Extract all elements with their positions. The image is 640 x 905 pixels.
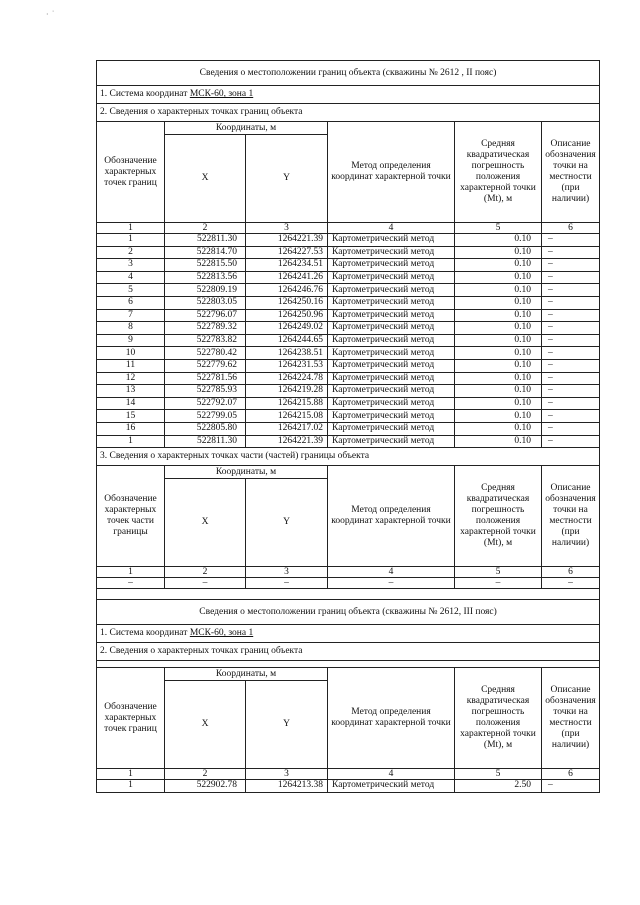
table-row [97,422,600,435]
table-row [97,410,600,423]
error-cell: 0.10 [455,422,542,435]
point-number-cell: 1 [97,435,165,448]
error-cell: 0.10 [455,435,542,448]
description-cell: – [542,780,600,793]
method-cell: Картометрический метод [328,309,455,322]
col-number: 6 [542,223,600,234]
col-number: 6 [542,567,600,578]
point-number-cell: 4 [97,271,165,284]
point-number-cell: 12 [97,372,165,385]
point-number-cell: 7 [97,309,165,322]
description-cell: – [542,259,600,272]
parts-header-y: Y [246,479,328,567]
parts-empty-cell: – [542,578,600,589]
point-number-cell: 15 [97,410,165,423]
col-number: 5 [455,223,542,234]
section2-table [96,600,600,793]
method-cell: Картометрический метод [328,334,455,347]
table-row [97,234,600,247]
x-coord-cell: 522785.93 [165,385,246,398]
method-cell: Картометрический метод [328,259,455,272]
col-number: 3 [246,567,328,578]
x-coord-cell: 522792.07 [165,397,246,410]
col-number: 2 [165,567,246,578]
col-number: 1 [97,567,165,578]
table-row [97,347,600,360]
error-cell: 0.10 [455,309,542,322]
header-x: X [165,135,246,223]
x-coord-cell: 522799.05 [165,410,246,423]
table-row [97,780,600,793]
x-coord-cell: 522780.42 [165,347,246,360]
error-cell: 2.50 [455,780,542,793]
y-coord-cell: 1264241.26 [246,271,328,284]
description-cell: – [542,296,600,309]
x-coord-cell: 522902.78 [165,780,246,793]
section1-points-title: 2. Сведения о характерных точках границ объекта [97,104,600,122]
section1-table [96,60,600,600]
y-coord-cell: 1264249.02 [246,322,328,335]
section2-title: Сведения о местоположении границ объекта (скважины № 2612, III пояс) [97,600,600,625]
description-cell: – [542,372,600,385]
corner-mark: · ˙ [46,10,56,19]
parts-empty-cell: – [328,578,455,589]
table-row [97,309,600,322]
parts-header-error: Средняя квадратическая погрешность положения характерной точки (Mt), м [455,466,542,567]
error-cell: 0.10 [455,334,542,347]
x-coord-cell: 522805.80 [165,422,246,435]
section2-coord-system [97,625,600,643]
section2-rows [97,780,600,793]
y-coord-cell: 1264221.39 [246,435,328,448]
section-gap [97,661,600,668]
description-cell: – [542,359,600,372]
col-number: 4 [328,567,455,578]
point-number-cell: 5 [97,284,165,297]
coord-system-prefix: 1. Система координат [100,89,190,99]
method-cell: Картометрический метод [328,397,455,410]
y-coord-cell: 1264215.08 [246,410,328,423]
description-cell: – [542,271,600,284]
section-gap [97,589,600,600]
header-designation: Обозначение характерных точек границ [97,668,165,769]
error-cell: 0.10 [455,246,542,259]
method-cell: Картометрический метод [328,359,455,372]
header-description: Описание обозначения точки на местности (при наличии) [542,122,600,223]
section1-rows [97,234,600,448]
section1-parts-title: 3. Сведения о характерных точках части (частей) границы объекта [97,448,600,466]
header-designation: Обозначение характерных точек границ [97,122,165,223]
col-number: 3 [246,223,328,234]
header-method: Метод определения координат характерной точки [328,122,455,223]
description-cell: – [542,322,600,335]
description-cell: – [542,410,600,423]
x-coord-cell: 522809.19 [165,284,246,297]
error-cell: 0.10 [455,372,542,385]
y-coord-cell: 1264246.76 [246,284,328,297]
section1-coord-system [97,86,600,104]
header-error: Средняя квадратическая погрешность положения характерной точки (Mt), м [455,122,542,223]
header-y: Y [246,135,328,223]
col-number: 4 [328,223,455,234]
x-coord-cell: 522783.82 [165,334,246,347]
method-cell: Картометрический метод [328,410,455,423]
point-number-cell: 11 [97,359,165,372]
coord-system-prefix: 1. Система координат [100,628,190,639]
y-coord-cell: 1264234.51 [246,259,328,272]
table-row [97,397,600,410]
col-number: 5 [455,769,542,780]
parts-header-x: X [165,479,246,567]
method-cell: Картометрический метод [328,780,455,793]
table-row [97,334,600,347]
error-cell: 0.10 [455,347,542,360]
description-cell: – [542,234,600,247]
coord-system-name: МСК-60, зона 1 [189,89,254,99]
point-number-cell: 2 [97,246,165,259]
error-cell: 0.10 [455,410,542,423]
header-coords: Координаты, м [165,668,328,681]
table-row [97,372,600,385]
y-coord-cell: 1264215.88 [246,397,328,410]
x-coord-cell: 522811.30 [165,435,246,448]
point-number-cell: 10 [97,347,165,360]
method-cell: Картометрический метод [328,347,455,360]
parts-header-coords: Координаты, м [165,466,328,479]
method-cell: Картометрический метод [328,284,455,297]
error-cell: 0.10 [455,259,542,272]
x-coord-cell: 522803.05 [165,296,246,309]
col-number: 3 [246,769,328,780]
description-cell: – [542,397,600,410]
point-number-cell: 14 [97,397,165,410]
description-cell: – [542,284,600,297]
table-row [97,435,600,448]
table-row [97,246,600,259]
coord-system-name: МСК-60, зона 1 [189,628,254,639]
description-cell: – [542,435,600,448]
parts-header-designation: Обозначение характерных точек части границы [97,466,165,567]
header-description: Описание обозначения точки на местности (при наличии) [542,668,600,769]
parts-header-method: Метод определения координат характерной точки [328,466,455,567]
col-number: 4 [328,769,455,780]
error-cell: 0.10 [455,234,542,247]
description-cell: – [542,334,600,347]
header-error: Средняя квадратическая погрешность положения характерной точки (Mt), м [455,668,542,769]
error-cell: 0.10 [455,397,542,410]
error-cell: 0.10 [455,322,542,335]
col-number: 2 [165,769,246,780]
description-cell: – [542,422,600,435]
x-coord-cell: 522815.50 [165,259,246,272]
x-coord-cell: 522781.56 [165,372,246,385]
point-number-cell: 13 [97,385,165,398]
table-row [97,259,600,272]
section2-points-title: 2. Сведения о характерных точках границ объекта [97,643,600,661]
header-y: Y [246,681,328,769]
col-number: 2 [165,223,246,234]
error-cell: 0.10 [455,359,542,372]
method-cell: Картометрический метод [328,422,455,435]
point-number-cell: 1 [97,234,165,247]
header-coords: Координаты, м [165,122,328,135]
y-coord-cell: 1264250.16 [246,296,328,309]
parts-empty-cell: – [165,578,246,589]
y-coord-cell: 1264238.51 [246,347,328,360]
point-number-cell: 6 [97,296,165,309]
x-coord-cell: 522796.07 [165,309,246,322]
point-number-cell: 1 [97,780,165,793]
x-coord-cell: 522814.70 [165,246,246,259]
section1-title: Сведения о местоположении границ объекта (скважины № 2612 , II пояс) [97,61,600,86]
method-cell: Картометрический метод [328,296,455,309]
y-coord-cell: 1264221.39 [246,234,328,247]
col-number: 1 [97,769,165,780]
col-number: 1 [97,223,165,234]
y-coord-cell: 1264250.96 [246,309,328,322]
header-method: Метод определения координат характерной точки [328,668,455,769]
table-row [97,284,600,297]
error-cell: 0.10 [455,296,542,309]
description-cell: – [542,309,600,322]
x-coord-cell: 522811.30 [165,234,246,247]
method-cell: Картометрический метод [328,271,455,284]
x-coord-cell: 522813.56 [165,271,246,284]
method-cell: Картометрический метод [328,372,455,385]
parts-empty-cell: – [97,578,165,589]
table-row [97,296,600,309]
table-row [97,385,600,398]
error-cell: 0.10 [455,284,542,297]
method-cell: Картометрический метод [328,246,455,259]
x-coord-cell: 522779.62 [165,359,246,372]
error-cell: 0.10 [455,385,542,398]
error-cell: 0.10 [455,271,542,284]
description-cell: – [542,385,600,398]
col-number: 5 [455,567,542,578]
table-row [97,359,600,372]
x-coord-cell: 522789.32 [165,322,246,335]
method-cell: Картометрический метод [328,435,455,448]
col-number: 6 [542,769,600,780]
parts-empty-cell: – [455,578,542,589]
y-coord-cell: 1264213.38 [246,780,328,793]
header-x: X [165,681,246,769]
method-cell: Картометрический метод [328,385,455,398]
point-number-cell: 9 [97,334,165,347]
point-number-cell: 8 [97,322,165,335]
y-coord-cell: 1264217.02 [246,422,328,435]
parts-header-description: Описание обозначения точки на местности (при наличии) [542,466,600,567]
y-coord-cell: 1264231.53 [246,359,328,372]
y-coord-cell: 1264224.78 [246,372,328,385]
method-cell: Картометрический метод [328,234,455,247]
y-coord-cell: 1264244.65 [246,334,328,347]
point-number-cell: 3 [97,259,165,272]
point-number-cell: 16 [97,422,165,435]
document-page [96,60,599,793]
table-row [97,322,600,335]
method-cell: Картометрический метод [328,322,455,335]
y-coord-cell: 1264219.28 [246,385,328,398]
description-cell: – [542,246,600,259]
y-coord-cell: 1264227.53 [246,246,328,259]
description-cell: – [542,347,600,360]
parts-empty-cell: – [246,578,328,589]
table-row [97,271,600,284]
